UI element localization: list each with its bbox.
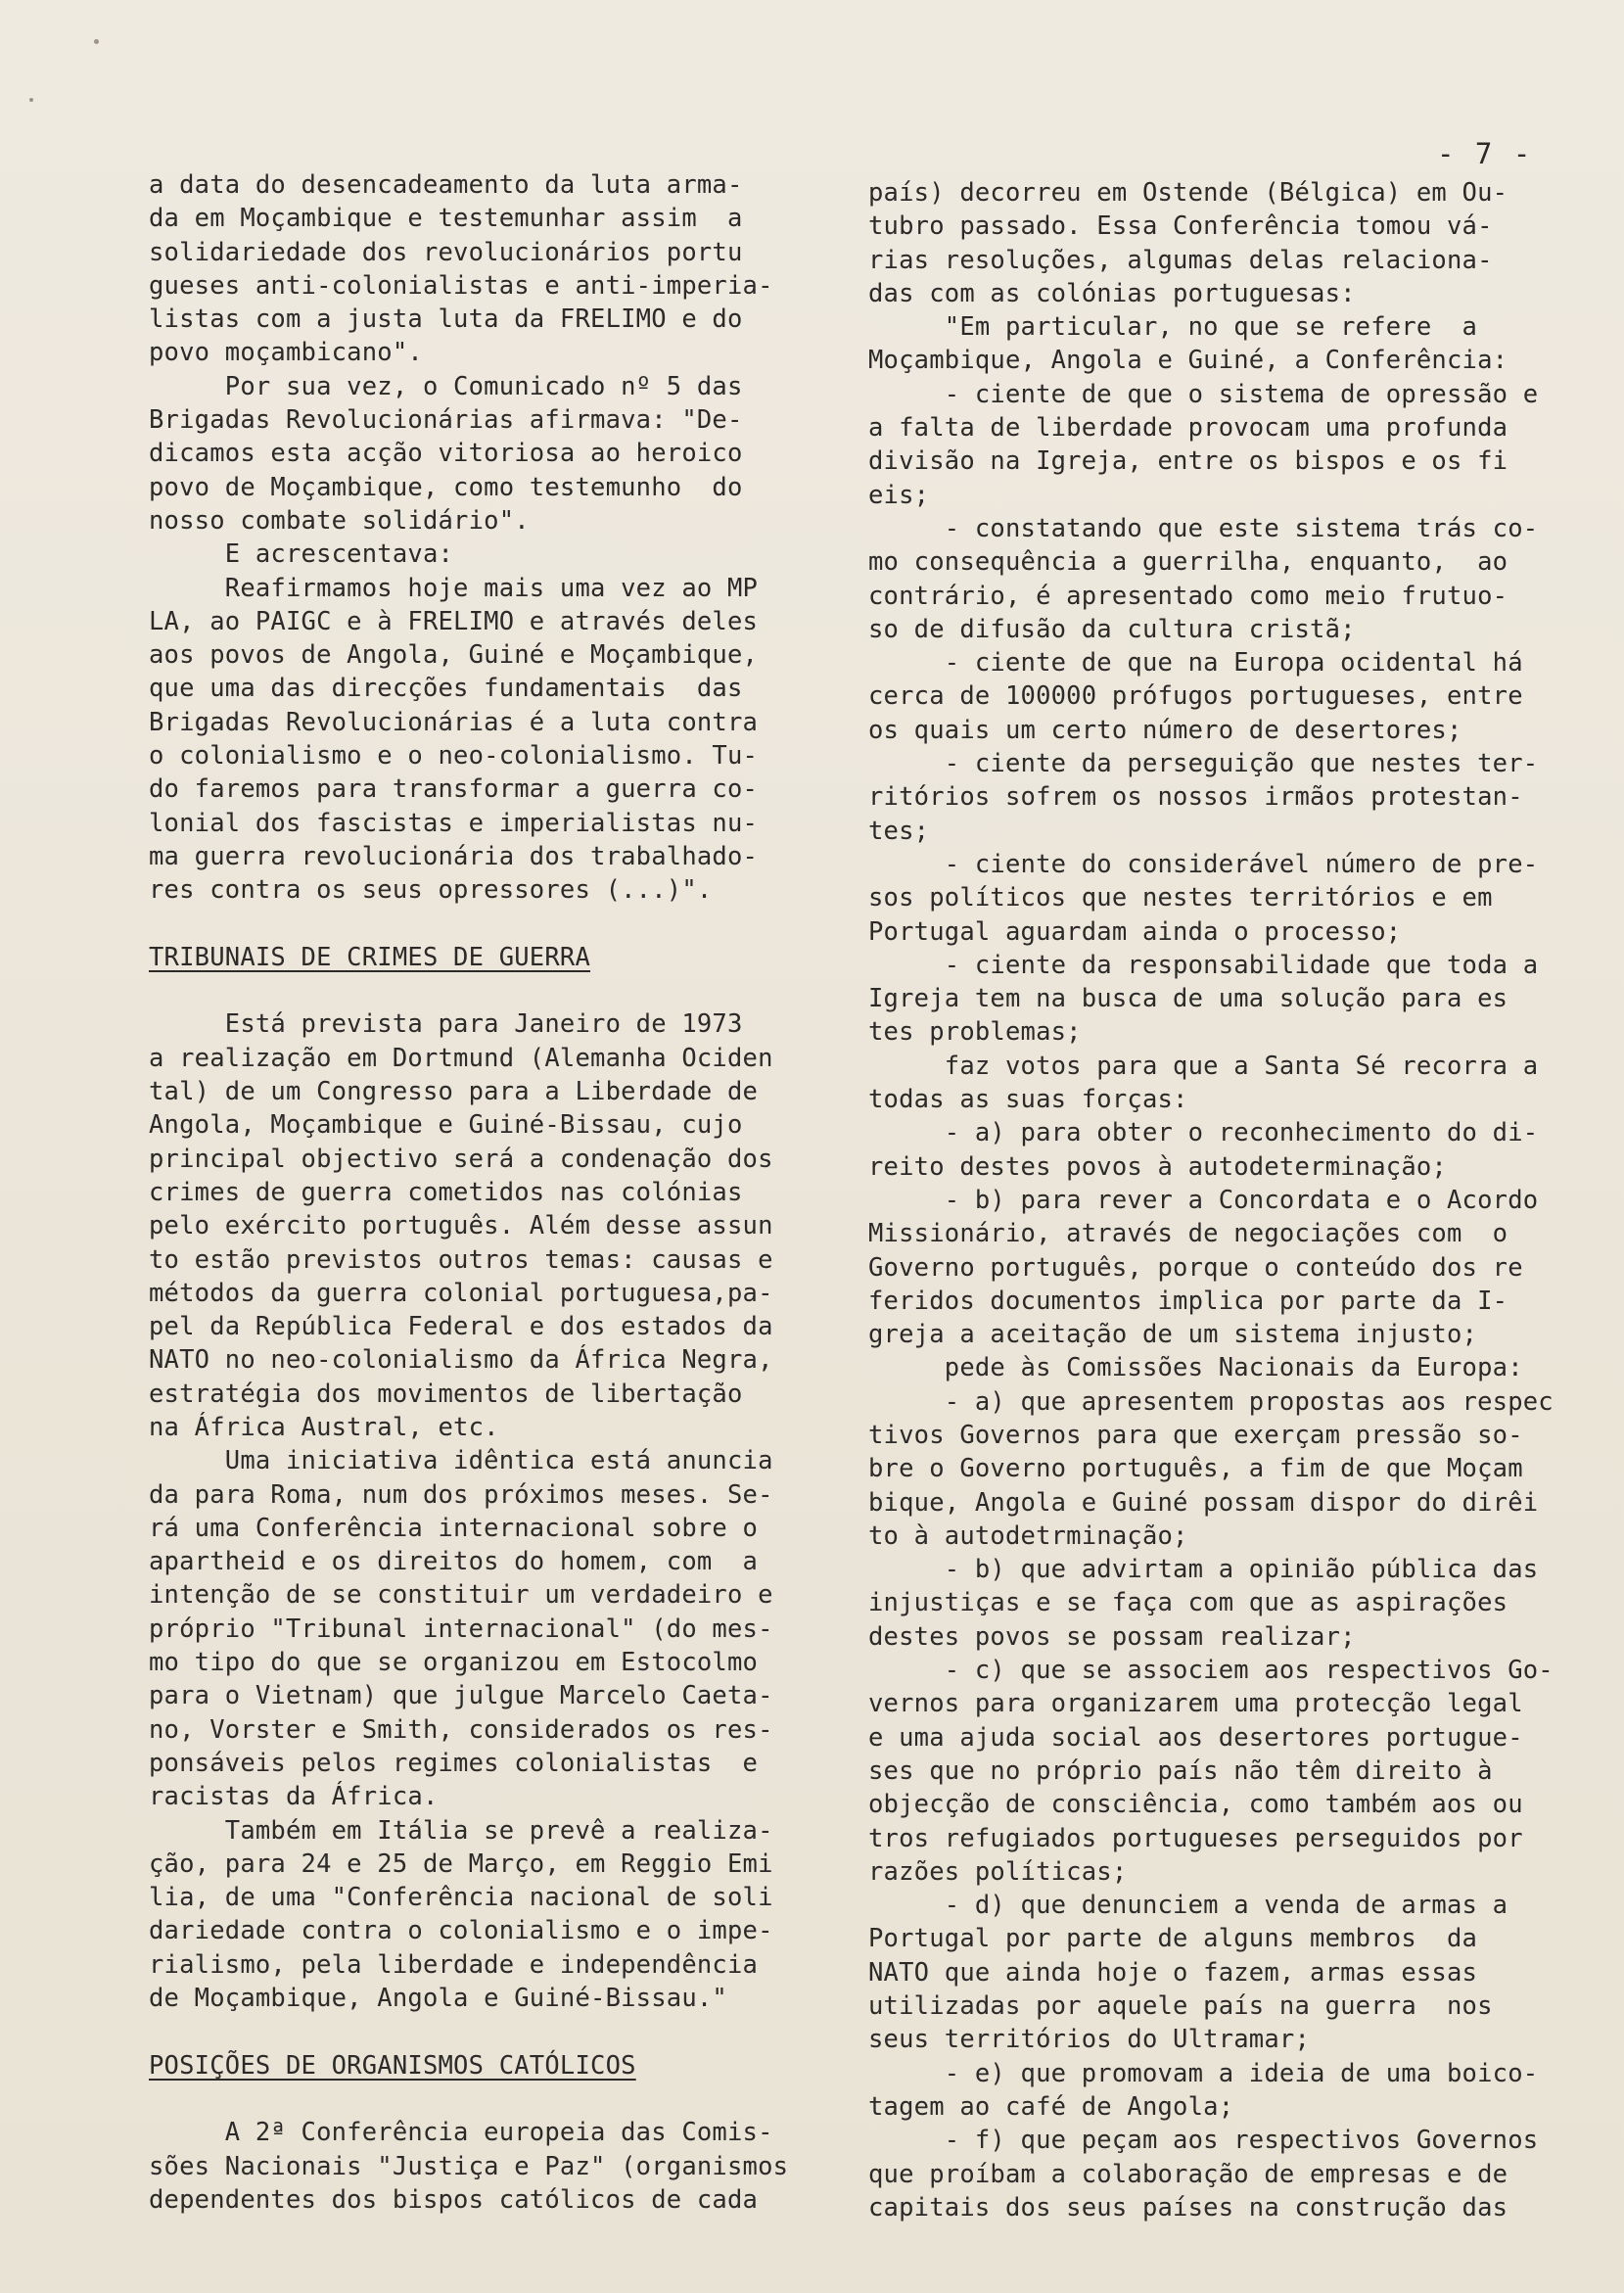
text-line: objecção de consciência, como também aos ou: [868, 1790, 1523, 1820]
text-line: principal objectivo será a condenação dos: [149, 1144, 773, 1174]
text-line: - c) que se associem aos respectivos Go-: [868, 1656, 1554, 1686]
text-line: - d) que denunciem a venda de armas a: [868, 1891, 1508, 1921]
text-line: cerca de 100000 prófugos portugueses, entre: [868, 681, 1523, 712]
text-line: intenção de se constituir um verdadeiro e: [149, 1580, 773, 1611]
text-line: reito destes povos à autodeterminação;: [868, 1151, 1447, 1182]
text-line: ses que no próprio país não têm direito à: [868, 1755, 1493, 1786]
text-line: bique, Angola e Guiné possam dispor do dirêi: [868, 1487, 1539, 1518]
text-line: rias resoluções, algumas delas relaciona-: [868, 245, 1493, 275]
text-line: e uma ajuda social aos desertores portugue-: [868, 1722, 1523, 1753]
text-line: dependentes dos bispos católicos de cada: [149, 2184, 759, 2215]
text-line: que uma das direcções fundamentais das: [149, 674, 743, 704]
text-line: sos políticos que nestes territórios e em: [868, 883, 1493, 913]
section-heading: POSIÇÕES DE ORGANISMOS CATÓLICOS: [149, 2050, 636, 2081]
text-line: solidariedade dos revolucionários portu: [149, 237, 743, 267]
page-number: - 7 -: [1437, 137, 1533, 170]
text-line: Governo português, porque o conteúdo dos re: [868, 1252, 1523, 1283]
text-line: mo consequência a guerrilha, enquanto, ao: [868, 547, 1508, 578]
text-line: so de difusão da cultura cristã;: [868, 614, 1356, 644]
text-line: país) decorreu em Ostende (Bélgica) em Ou-: [868, 178, 1508, 208]
text-line: - a) que apresentem propostas aos respec: [868, 1386, 1554, 1417]
text-line: para o Vietnam) que julgue Marcelo Caeta-: [149, 1681, 773, 1711]
section-heading: TRIBUNAIS DE CRIMES DE GUERRA: [149, 942, 591, 972]
text-line: - constatando que este sistema trás co-: [868, 513, 1539, 543]
text-line: aos povos de Angola, Guiné e Moçambique,: [149, 640, 759, 671]
text-line: mo tipo do que se organizou em Estocolmo: [149, 1648, 759, 1678]
text-line: Angola, Moçambique e Guiné-Bissau, cujo: [149, 1110, 743, 1141]
text-line: [149, 2015, 834, 2048]
text-line: do faremos para transformar a guerra co-: [149, 774, 759, 805]
text-line: no, Vorster e Smith, considerados os res-: [149, 1714, 773, 1745]
text-line: pede às Comissões Nacionais da Europa:: [868, 1353, 1523, 1383]
text-line: apartheid e os direitos do homem, com a: [149, 1547, 759, 1577]
text-line: - ciente do considerável número de pre-: [868, 849, 1539, 879]
text-line: - ciente de que na Europa ocidental há: [868, 648, 1523, 679]
text-line: ponsáveis pelos regimes colonialistas e: [149, 1748, 759, 1778]
text-line: sões Nacionais "Justiça e Paz" (organismos: [149, 2151, 789, 2181]
text-line: racistas da África.: [149, 1782, 439, 1812]
text-line: Missionário, através de negociações com o: [868, 1219, 1508, 1249]
text-line: a realização em Dortmund (Alemanha Ociden: [149, 1043, 773, 1073]
text-line: lonial dos fascistas e imperialistas nu-: [149, 808, 759, 838]
text-line: bre o Governo português, a fim de que Moçam: [868, 1454, 1523, 1484]
text-line: lia, de uma "Conferência nacional de soli: [149, 1883, 773, 1913]
text-line: contrário, é apresentado como meio frutuo-: [868, 581, 1508, 611]
text-line: to estão previstos outros temas: causas e: [149, 1244, 773, 1275]
text-line: - ciente da responsabilidade que toda a: [868, 950, 1539, 980]
text-line: das com as colónias portuguesas:: [868, 278, 1356, 308]
text-line: Igreja tem na busca de uma solução para es: [868, 984, 1508, 1014]
text-line: a falta de liberdade provocam uma profunda: [868, 413, 1508, 444]
text-line: ção, para 24 e 25 de Março, em Reggio Emi: [149, 1848, 773, 1879]
text-line: injustiças e se faça com que as aspirações: [868, 1588, 1508, 1618]
text-line: ma guerra revolucionária dos trabalhado-: [149, 841, 759, 871]
text-line: Uma iniciativa idêntica está anuncia: [149, 1446, 773, 1476]
text-line: Moçambique, Angola e Guiné, a Conferência:: [868, 346, 1508, 376]
text-line: tivos Governos para que exerçam pressão so-: [868, 1420, 1523, 1450]
text-line: estratégia dos movimentos de libertação: [149, 1379, 743, 1409]
left-text-column: [149, 168, 834, 2217]
text-line: A 2ª Conferência europeia das Comis-: [149, 2118, 773, 2148]
text-line: tubro passado. Essa Conferência tomou vá-: [868, 211, 1493, 242]
text-line: tes;: [868, 816, 930, 846]
text-line: povo de Moçambique, como testemunho do: [149, 472, 743, 502]
text-line: capitais dos seus países na construção das: [868, 2192, 1508, 2223]
text-line: E acrescentava:: [149, 539, 454, 570]
text-line: LA, ao PAIGC e à FRELIMO e através deles: [149, 606, 759, 636]
text-line: - ciente da perseguição que nestes ter-: [868, 749, 1539, 779]
text-line: da para Roma, num dos próximos meses. Se-: [149, 1479, 773, 1510]
paper-speck: [94, 39, 99, 44]
text-line: - b) que advirtam a opinião pública das: [868, 1555, 1539, 1585]
text-line: povo moçambicano".: [149, 338, 423, 368]
text-line: - f) que peçam aos respectivos Governos: [868, 2126, 1539, 2156]
text-line: - a) para obter o reconhecimento do di-: [868, 1118, 1539, 1148]
text-line: "Em particular, no que se refere a: [868, 312, 1478, 343]
text-line: crimes de guerra cometidos nas colónias: [149, 1177, 743, 1207]
text-line: - e) que promovam a ideia de uma boico-: [868, 2058, 1539, 2088]
text-line: rá uma Conferência internacional sobre o: [149, 1513, 759, 1543]
text-line: de Moçambique, Angola e Guiné-Bissau.": [149, 1984, 727, 2014]
text-line: [149, 974, 834, 1007]
text-line: na África Austral, etc.: [149, 1412, 499, 1442]
text-line: - ciente de que o sistema de opressão e: [868, 379, 1539, 409]
text-line: próprio "Tribunal internacional" (do mes-: [149, 1614, 773, 1644]
text-line: seus territórios do Ultramar;: [868, 2025, 1311, 2055]
text-line: gueses anti-colonialistas e anti-imperia-: [149, 270, 773, 301]
text-line: NATO que ainda hoje o fazem, armas essas: [868, 1957, 1478, 1988]
text-line: res contra os seus opressores (...)".: [149, 875, 713, 906]
text-line: divisão na Igreja, entre os bispos e os fi: [868, 446, 1508, 477]
text-line: rialismo, pela liberdade e independência: [149, 1949, 759, 1980]
text-line: vernos para organizarem uma protecção legal: [868, 1689, 1523, 1719]
text-line: Reafirmamos hoje mais uma vez ao MP: [149, 573, 759, 603]
text-line: Está prevista para Janeiro de 1973: [149, 1009, 743, 1040]
text-line: todas as suas forças:: [868, 1085, 1188, 1115]
text-line: Por sua vez, o Comunicado nº 5 das: [149, 371, 743, 401]
text-line: que proíbam a colaboração de empresas e de: [868, 2159, 1508, 2189]
text-line: Portugal por parte de alguns membros da: [868, 1924, 1478, 1954]
text-line: - b) para rever a Concordata e o Acordo: [868, 1185, 1539, 1215]
text-line: pel da República Federal e dos estados da: [149, 1312, 773, 1342]
text-line: utilizadas por aquele país na guerra nos: [868, 1991, 1493, 2022]
text-line: o colonialismo e o neo-colonialismo. Tu-: [149, 741, 759, 772]
text-line: feridos documentos implica por parte da I-: [868, 1286, 1508, 1316]
text-line: [149, 2082, 834, 2116]
text-line: destes povos se possam realizar;: [868, 1621, 1356, 1652]
text-line: listas com a justa luta da FRELIMO e do: [149, 304, 743, 335]
text-line: NATO no neo-colonialismo da África Negra,: [149, 1345, 773, 1376]
text-line: to à autodetrminação;: [868, 1521, 1188, 1551]
text-line: a data do desencadeamento da luta arma-: [149, 170, 743, 200]
text-line: Também em Itália se prevê a realiza-: [149, 1815, 773, 1846]
text-line: dariedade contra o colonialismo e o impe-: [149, 1916, 773, 1946]
text-line: tagem ao café de Angola;: [868, 2091, 1234, 2122]
text-line: greja a aceitação de um sistema injusto;: [868, 1320, 1478, 1350]
text-line: pelo exército português. Além desse assun: [149, 1211, 773, 1241]
text-line: tal) de um Congresso para a Liberdade de: [149, 1077, 759, 1107]
text-line: nosso combate solidário".: [149, 505, 530, 536]
text-line: tes problemas;: [868, 1017, 1082, 1048]
text-line: Brigadas Revolucionárias afirmava: "De-: [149, 405, 743, 436]
text-line: da em Moçambique e testemunhar assim a: [149, 204, 743, 234]
text-line: razões políticas;: [868, 1856, 1128, 1887]
text-line: métodos da guerra colonial portuguesa,pa-: [149, 1278, 773, 1308]
text-line: tros refugiados portugueses perseguidos por: [868, 1823, 1523, 1853]
right-text-column: [868, 176, 1573, 2224]
text-line: eis;: [868, 480, 930, 510]
text-line: os quais um certo número de desertores;: [868, 715, 1462, 745]
text-line: faz votos para que a Santa Sé recorra a: [868, 1051, 1539, 1081]
text-line: dicamos esta acção vitoriosa ao heroico: [149, 439, 743, 469]
text-line: [149, 908, 834, 941]
text-line: ritórios sofrem os nossos irmãos protestan-: [868, 782, 1523, 813]
text-line: Portugal aguardam ainda o processo;: [868, 916, 1402, 947]
paper-speck: [29, 98, 33, 102]
text-line: Brigadas Revolucionárias é a luta contra: [149, 707, 759, 737]
